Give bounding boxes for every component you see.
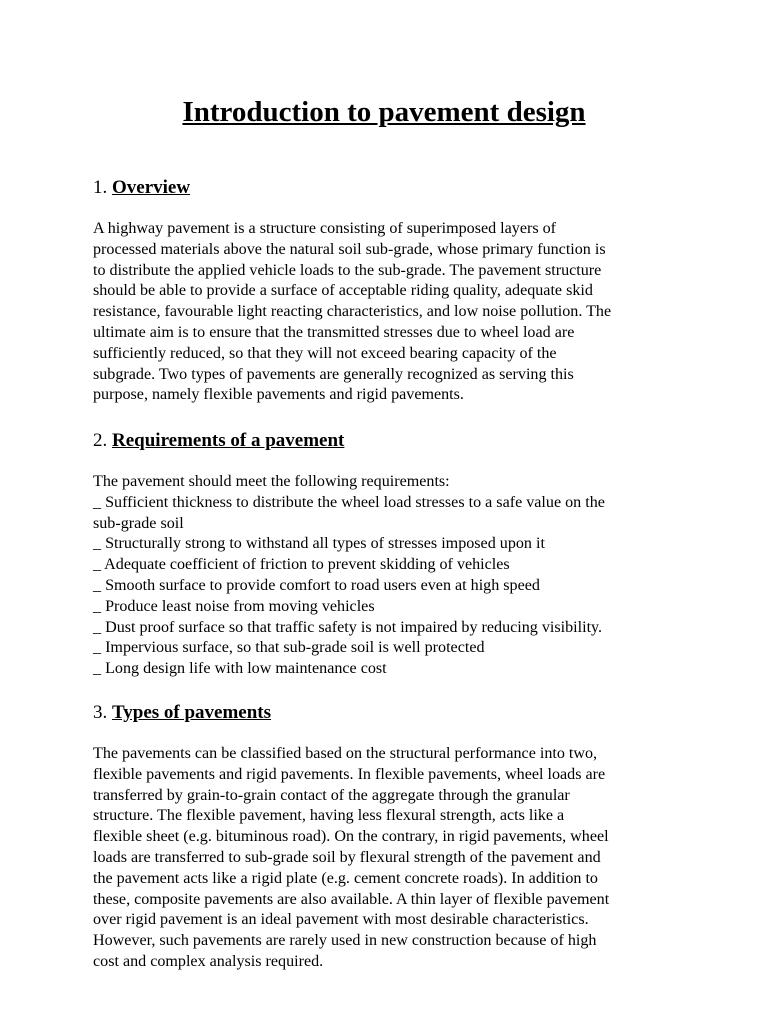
text-line: The pavement should meet the following requirements: <box>93 473 450 490</box>
list-item: _ Smooth surface to provide comfort to road users even at high speed <box>93 576 540 594</box>
list-item: _ Structurally strong to withstand all types of stresses imposed upon it <box>93 535 545 553</box>
text-line: cost and complex analysis required. <box>93 952 324 970</box>
text-line: However, such pavements are rarely used in new construction because of high <box>93 932 597 950</box>
text-line: to distribute the applied vehicle loads to the sub-grade. The pavement structure <box>93 261 602 279</box>
text-line: resistance, favourable light reacting characteristics, and low noise pollution. The <box>93 303 612 321</box>
text-line: flexible sheet (e.g. bituminous road). On the contrary, in rigid pavements, wheel <box>93 828 609 846</box>
text-line: purpose, namely flexible pavements and rigid pavements. <box>93 386 464 404</box>
text-line: these, composite pavements are also available. A thin layer of flexible pavement <box>93 890 610 908</box>
text-line: loads are transferred to sub-grade soil by flexural strength of the pavement and <box>93 848 601 866</box>
text-line: subgrade. Two types of pavements are generally recognized as serving this <box>93 365 574 383</box>
text-line: over rigid pavement is an ideal pavement with most desirable characteristics. <box>93 911 589 929</box>
text-line: ultimate aim is to ensure that the transmitted stresses due to wheel load are <box>93 323 575 341</box>
section-title: Overview <box>112 177 191 198</box>
list-item: _ Sufficient thickness to distribute the wheel load stresses to a safe value on the <box>93 493 605 511</box>
section-title: Requirements of a pavement <box>112 430 345 451</box>
text-line: the pavement acts like a rigid plate (e.g. cement concrete roads). In addition to <box>93 869 598 887</box>
list-item: _ Produce least noise from moving vehicles <box>93 597 375 615</box>
text-line: should be able to provide a surface of acceptable riding quality, adequate skid <box>93 282 593 300</box>
section-paragraph-overview <box>93 219 693 406</box>
list-item-continuation: sub-grade soil <box>93 514 184 532</box>
section-paragraph-types <box>93 744 693 973</box>
text-line: A highway pavement is a structure consisting of superimposed layers of <box>93 220 557 237</box>
text-line: processed materials above the natural soil sub-grade, whose primary function is <box>93 240 606 258</box>
list-item: _ Adequate coefficient of friction to prevent skidding of vehicles <box>93 556 510 574</box>
list-item: _ Long design life with low maintenance cost <box>93 660 387 678</box>
section-title: Types of pavements <box>112 702 272 723</box>
text-line: sufficiently reduced, so that they will not exceed bearing capacity of the <box>93 344 557 362</box>
text-line: transferred by grain-to-grain contact of the aggregate through the granular <box>93 786 570 804</box>
list-item: _ Impervious surface, so that sub-grade soil is well protected <box>93 639 485 657</box>
section-heading-requirements <box>93 429 344 453</box>
text-line: flexible pavements and rigid pavements. In flexible pavements, wheel loads are <box>93 765 606 783</box>
text-line: structure. The flexible pavement, having less flexural strength, acts like a <box>93 807 565 825</box>
section-number: 1. <box>93 177 108 198</box>
document-title: Introduction to pavement design <box>182 96 586 128</box>
list-item: _ Dust proof surface so that traffic safety is not impaired by reducing visibility. <box>93 618 603 636</box>
section-paragraph-requirements <box>93 472 693 680</box>
section-heading-overview <box>93 176 190 200</box>
section-number: 2. <box>93 430 108 451</box>
section-number: 3. <box>93 702 108 723</box>
section-heading-types <box>93 701 271 725</box>
text-line: The pavements can be classified based on the structural performance into two, <box>93 745 598 762</box>
